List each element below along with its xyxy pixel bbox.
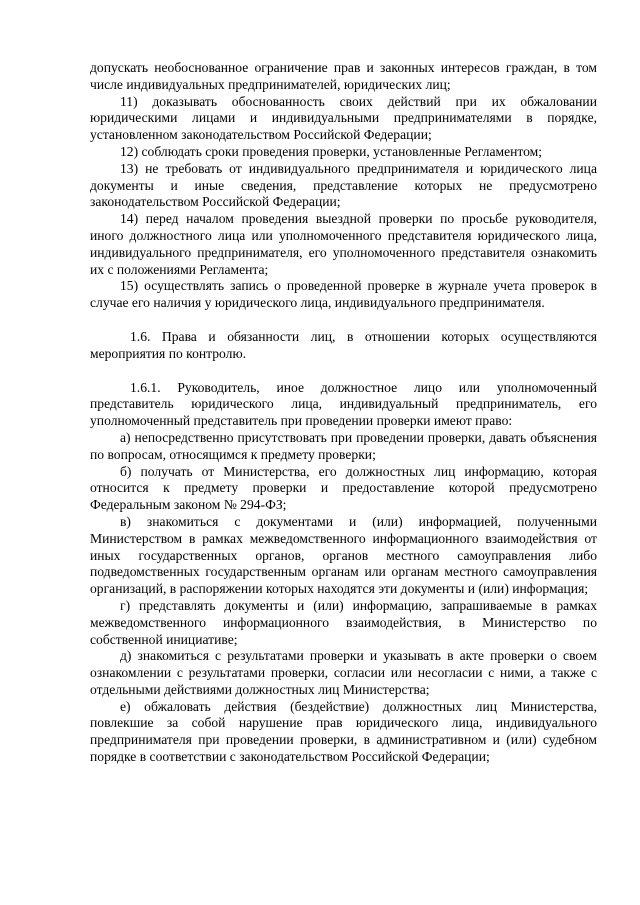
document-page (90, 60, 597, 766)
right-item-b: б) получать от Министерства, его должностных лиц информацию, которая относится к предмету проверки и предоставление которой предусмотрено Федеральным законом № 294-ФЗ; (90, 463, 597, 513)
right-item-d: д) знакомиться с результатами проверки и указывать в акте проверки о своем ознакомлении с результатами проверки, согласии или несогласии с ними, а также с отдельными действиями должностных лиц Министерства; (90, 648, 597, 697)
duty-item-12: 12) соблюдать сроки проведения проверки, установленные Регламентом; (120, 143, 543, 159)
right-item-v: в) знакомиться с документами и (или) информацией, полученными Министерством в рамках межведомственного информационного взаимодействия от иных государственных органов, органов местного самоуправления либо подведомственных государственным органам или органам местного самоуправления организаций, в распоряжении которых находятся эти документы и (или) информация; (90, 513, 597, 597)
subsection-intro: 1.6.1. Руководитель, иное должностное лицо или уполномоченный представитель юридического лица, индивидуальный предприниматель, его уполномоченный представитель при проведении проверки имеют право: (90, 379, 597, 429)
right-item-g: г) представлять документы и (или) информацию, запрашиваемые в рамках межведомственного информационного взаимодействия, в Министерство по собственной инициативе; (90, 597, 597, 647)
duty-item-15: 15) осуществлять запись о проведенной проверке в журнале учета проверок в случае его наличия у юридического лица, индивидуального предпринимателя. (90, 278, 597, 311)
right-item-a: а) непосредственно присутствовать при проведении проверки, давать объяснения по вопросам, относящимся к предмету проверки; (90, 429, 597, 462)
duty-item-13: 13) не требовать от индивидуального предпринимателя и юридического лица документы и иные сведения, представление которых не предусмотрено законодательством Российской Федерации; (90, 160, 597, 210)
duty-item-14: 14) перед началом проведения выездной проверки по просьбе руководителя, иного должностного лица или уполномоченного представителя юридического лица, индивидуального предпринимателя, его уполномоченного представителя ознакомить их с положениями Регламента; (90, 211, 597, 277)
paragraph-continuation: допускать необоснованное ограничение прав и законных интересов граждан, в том числе индивидуальных предпринимателей, юридических лиц; (90, 60, 597, 92)
section-heading: 1.6. Права и обязанности лиц, в отношении которых осуществляются мероприятия по контролю. (90, 328, 597, 361)
duty-item-11: 11) доказывать обоснованность своих действий при их обжаловании юридическими лицами и индивидуальными предпринимателями в порядке, установленном законодательством Российской Федерации; (90, 93, 597, 143)
right-item-e: е) обжаловать действия (бездействие) должностных лиц Министерства, повлекшие за собой нарушение прав юридического лица, индивидуального предпринимателя при проведении проверки, в административном и (или) судебном порядке в соответствии с законодательством Российской Федерации; (90, 698, 597, 765)
